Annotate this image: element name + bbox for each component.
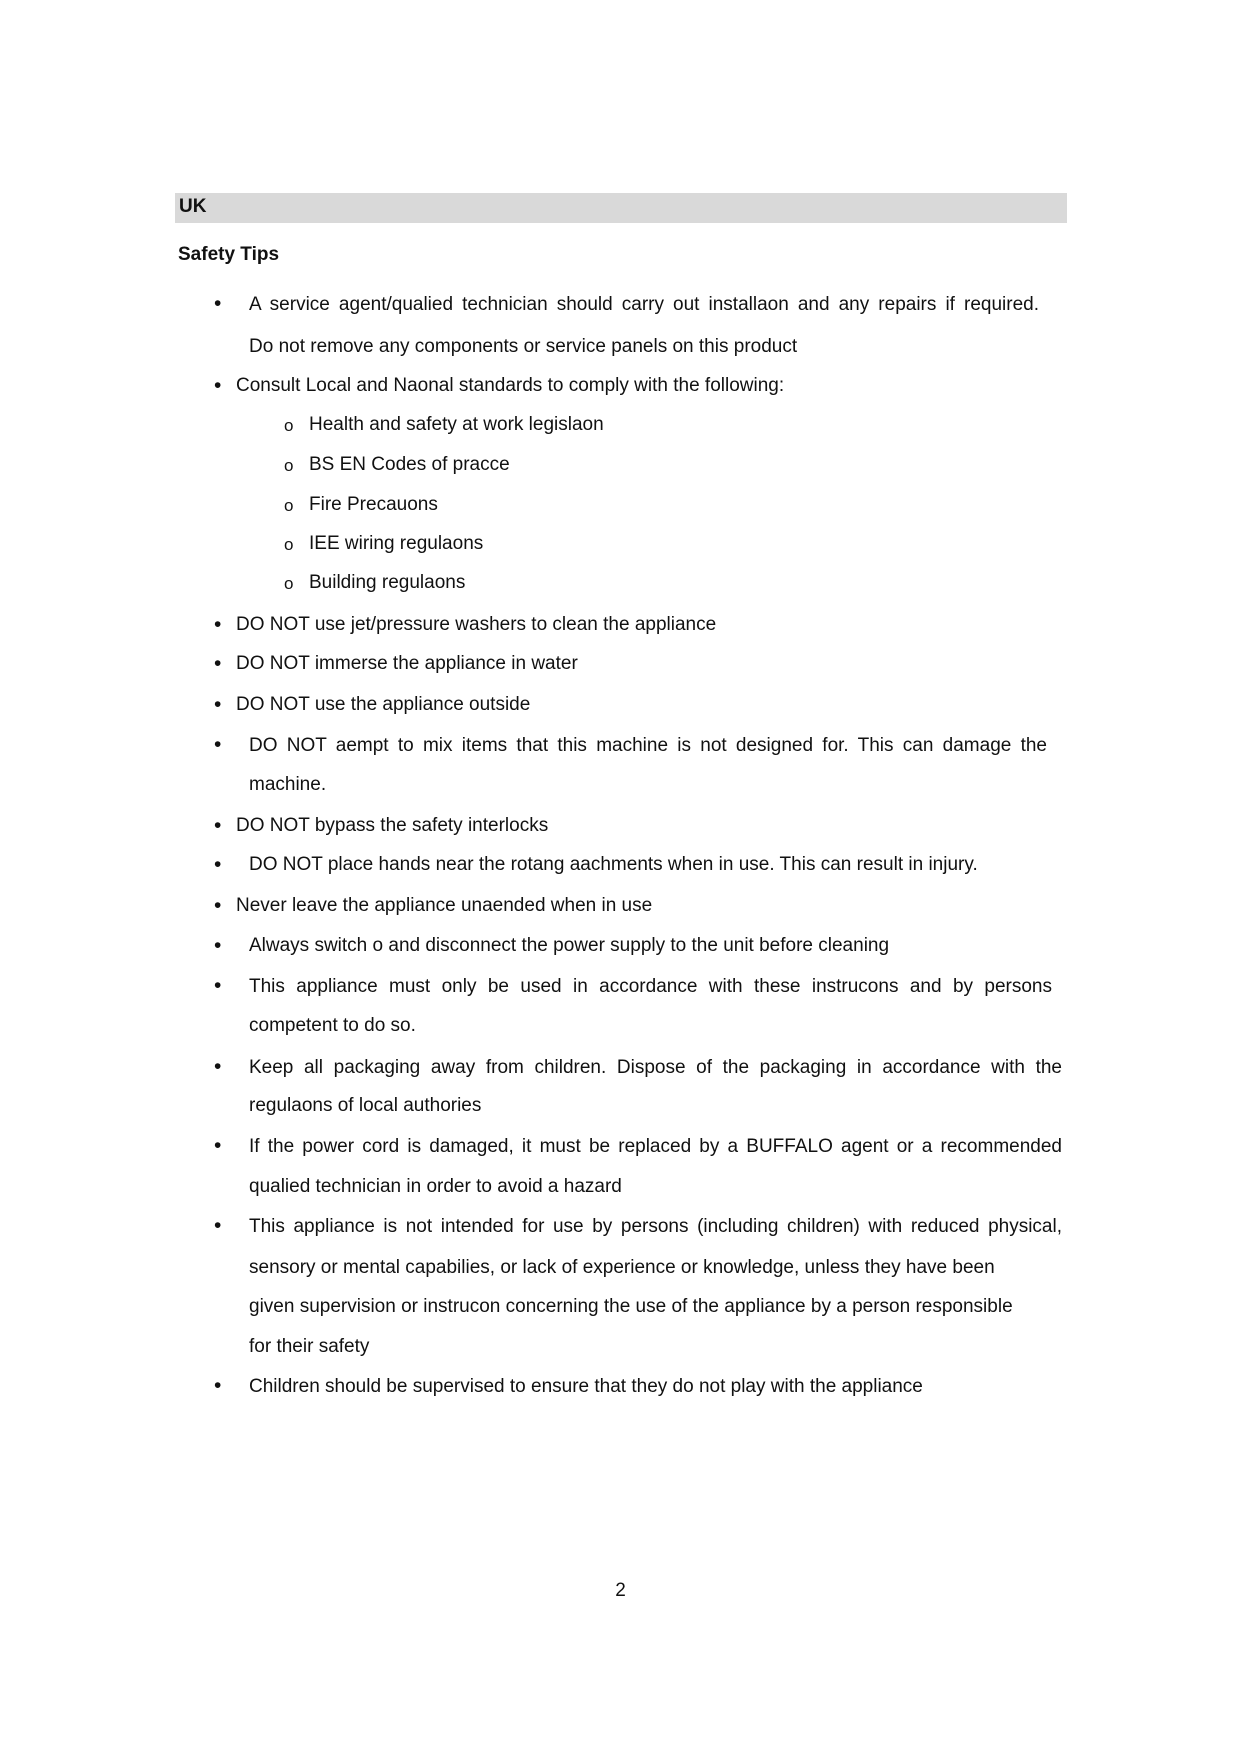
bullet-icon: • bbox=[214, 853, 222, 876]
list-item-text: Keep all packaging away from children. Dispose of the packaging in accordance with the bbox=[249, 1057, 1062, 1078]
bullet-icon: • bbox=[214, 814, 222, 837]
section-header-text: UK bbox=[179, 196, 207, 217]
sub-bullet-icon: o bbox=[284, 456, 294, 475]
list-item-text: qualied technician in order to avoid a hazard bbox=[249, 1176, 622, 1197]
list-item-text: Never leave the appliance unaended when in use bbox=[236, 895, 653, 916]
list-item-text: DO NOT bypass the safety interlocks bbox=[236, 815, 549, 836]
sub-list-item-text: Health and safety at work legislaon bbox=[309, 414, 604, 435]
list-item-text: DO NOT use the appliance outside bbox=[236, 694, 531, 715]
list-item-text: A service agent/qualied technician should carry out installaon and any repairs if required. bbox=[249, 294, 1039, 315]
bullet-icon: • bbox=[214, 613, 222, 636]
bullet-icon: • bbox=[214, 693, 222, 716]
sub-list-item-text: Fire Precauons bbox=[309, 494, 438, 515]
bullet-icon: • bbox=[214, 733, 222, 756]
list-item-text: DO NOT place hands near the rotang aachments when in use. This can result in injury. bbox=[249, 854, 978, 875]
list-item-text: Children should be supervised to ensure that they do not play with the appliance bbox=[249, 1376, 923, 1397]
page-number: 2 bbox=[615, 1580, 626, 1601]
bullet-icon: • bbox=[214, 292, 222, 315]
list-item-text: Always switch o and disconnect the power supply to the unit before cleaning bbox=[249, 935, 890, 956]
list-item-text: regulaons of local authories bbox=[249, 1095, 482, 1116]
bullet-icon: • bbox=[214, 1374, 222, 1397]
list-item-text: for their safety bbox=[249, 1336, 370, 1357]
list-item-text: machine. bbox=[249, 774, 327, 795]
bullet-icon: • bbox=[214, 374, 222, 397]
list-item-text: DO NOT immerse the appliance in water bbox=[236, 653, 578, 674]
bullet-icon: • bbox=[214, 1134, 222, 1157]
sub-bullet-icon: o bbox=[284, 416, 294, 435]
sub-bullet-icon: o bbox=[284, 574, 294, 593]
page-heading: Safety Tips bbox=[178, 244, 280, 265]
list-item-text: DO NOT use jet/pressure washers to clean the appliance bbox=[236, 614, 717, 635]
bullet-icon: • bbox=[214, 1055, 222, 1078]
bullet-icon: • bbox=[214, 894, 222, 917]
bullet-icon: • bbox=[214, 1214, 222, 1237]
bullet-icon: • bbox=[214, 934, 222, 957]
sub-bullet-icon: o bbox=[284, 535, 294, 554]
list-item-text: Consult Local and Naonal standards to comply with the following: bbox=[236, 375, 785, 396]
list-item-text: Do not remove any components or service panels on this product bbox=[249, 336, 798, 357]
sub-list-item-text: BS EN Codes of pracce bbox=[309, 454, 510, 475]
list-item-text: This appliance is not intended for use by persons (including children) with reduced physical, bbox=[249, 1216, 1062, 1237]
bullet-icon: • bbox=[214, 652, 222, 675]
sub-bullet-icon: o bbox=[284, 496, 294, 515]
list-item-text: If the power cord is damaged, it must be replaced by a BUFFALO agent or a recommended bbox=[249, 1136, 1062, 1157]
sub-list-item-text: Building regulaons bbox=[309, 572, 466, 593]
list-item-text: sensory or mental capabilies, or lack of experience or knowledge, unless they have been bbox=[249, 1257, 995, 1278]
list-item-text: DO NOT aempt to mix items that this machine is not designed for. This can damage the bbox=[249, 735, 1047, 756]
list-item-text: competent to do so. bbox=[249, 1015, 416, 1036]
sub-list-item-text: IEE wiring regulaons bbox=[309, 533, 484, 554]
list-item-text: This appliance must only be used in accordance with these instrucons and by persons bbox=[249, 976, 1052, 997]
section-header-bar bbox=[175, 193, 1067, 223]
bullet-icon: • bbox=[214, 974, 222, 997]
list-item-text: given supervision or instrucon concerning the use of the appliance by a person responsible bbox=[249, 1296, 1013, 1317]
